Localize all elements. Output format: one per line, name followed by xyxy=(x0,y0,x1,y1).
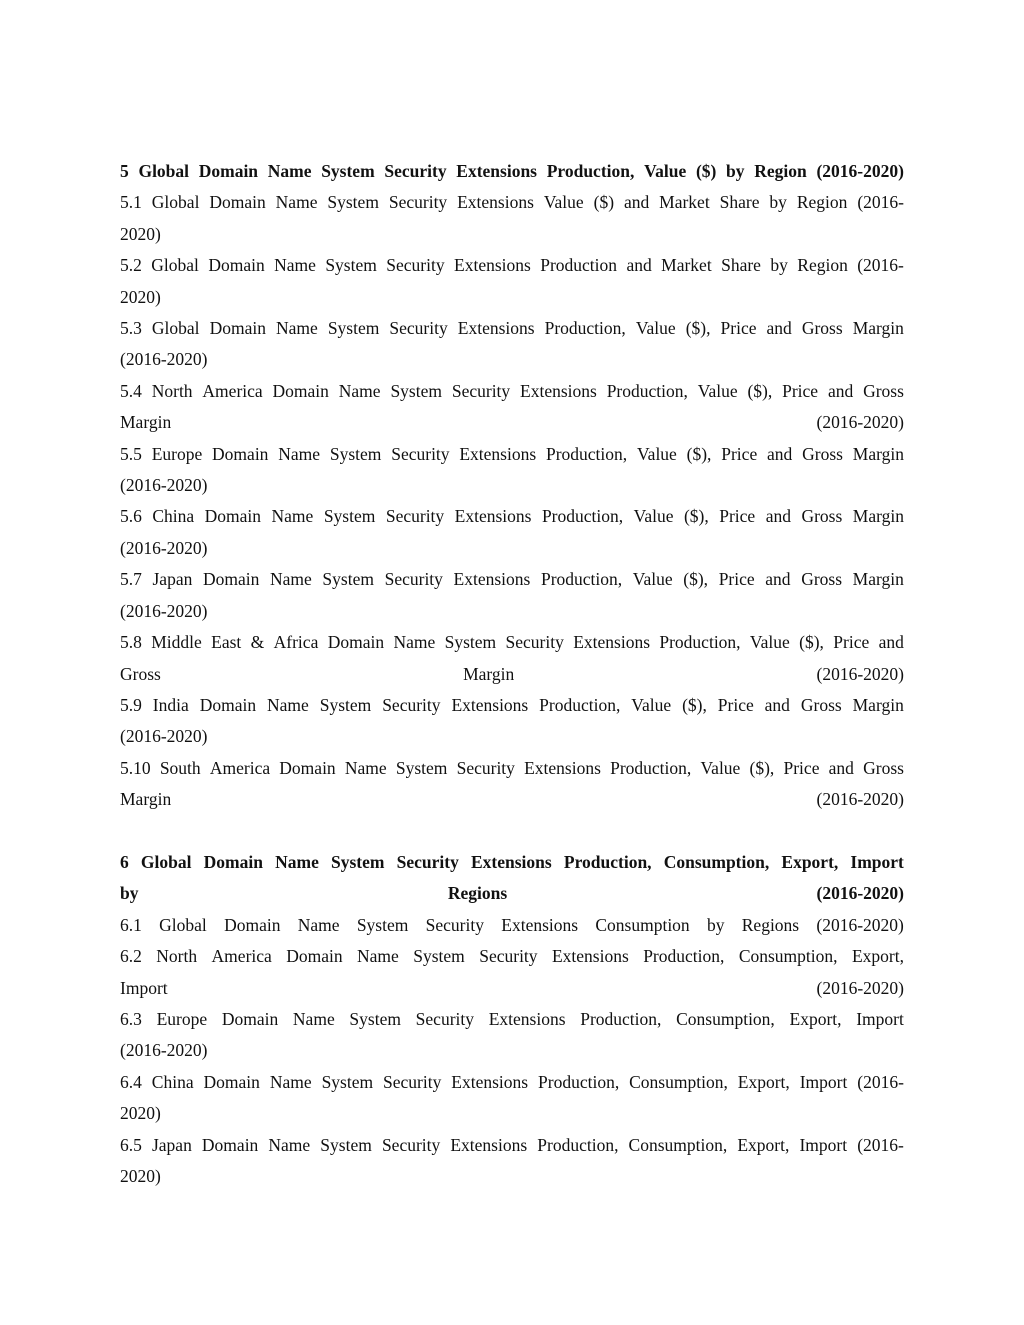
text-fragment: Regions xyxy=(741,914,800,935)
text-line xyxy=(120,407,904,438)
toc-entry xyxy=(120,690,904,753)
text-fragment: by xyxy=(706,914,725,935)
text-line xyxy=(120,753,904,784)
text-word: ($) xyxy=(695,161,717,181)
text-word: System xyxy=(327,318,380,339)
text-word: System xyxy=(327,192,379,213)
text-word: Production xyxy=(540,255,618,276)
toc-entry xyxy=(120,1067,904,1130)
text-word: Name xyxy=(267,161,312,181)
text-word: South xyxy=(159,757,201,778)
text-word: Extensions xyxy=(454,506,532,527)
text-fragment: 6.2 xyxy=(120,946,142,967)
text-word: 6 xyxy=(120,851,129,872)
text-word: Security xyxy=(381,1134,441,1155)
text-word: 5.1 xyxy=(120,192,142,213)
text-fragment: Production, xyxy=(580,1008,662,1029)
section-heading xyxy=(120,156,904,187)
text-word: Extensions xyxy=(457,318,535,339)
text-fragment: Security xyxy=(479,946,538,967)
text-word: Security xyxy=(385,506,445,527)
text-word: 5.7 xyxy=(120,569,142,590)
text-line xyxy=(120,1161,904,1192)
text-fragment: (2016-2020) xyxy=(816,663,904,684)
text-word: Production, xyxy=(659,632,741,653)
text-fragment: 2020) xyxy=(120,1165,161,1186)
text-word: Name xyxy=(269,1071,312,1092)
toc-entry xyxy=(120,439,904,502)
text-line xyxy=(120,501,904,532)
text-word: Production, xyxy=(541,506,624,527)
section-heading xyxy=(120,847,904,910)
text-word: Domain xyxy=(209,318,266,339)
text-word: System xyxy=(321,161,375,181)
text-word: Name xyxy=(274,255,316,276)
text-word: Security xyxy=(396,851,459,872)
text-word: 5.2 xyxy=(120,255,142,276)
text-word: Gross xyxy=(863,757,904,778)
text-word: (2016- xyxy=(857,1134,904,1155)
text-word: Export, xyxy=(737,1071,790,1092)
text-word: Extensions xyxy=(454,255,531,276)
text-fragment: (2016-2020) xyxy=(120,537,208,558)
text-word: Name xyxy=(275,192,318,213)
text-word: Domain xyxy=(272,380,329,401)
text-word: Export, xyxy=(737,1134,790,1155)
text-word: Production, xyxy=(537,1134,619,1155)
toc-entry xyxy=(120,1004,904,1067)
text-fragment: Europe xyxy=(156,1008,208,1029)
text-word: Domain xyxy=(199,694,257,715)
text-word: Region xyxy=(797,255,848,276)
text-word: Extensions xyxy=(520,380,597,401)
text-fragment: Security xyxy=(425,914,484,935)
text-word: Value xyxy=(697,380,738,401)
text-fragment: Domain xyxy=(224,914,281,935)
text-word: Margin xyxy=(852,569,904,590)
text-word: System xyxy=(444,632,497,653)
text-word: by xyxy=(769,192,787,213)
text-line xyxy=(120,344,904,375)
text-fragment: Consumption, xyxy=(676,1008,775,1029)
text-fragment: (2016-2020) xyxy=(120,600,208,621)
text-word: by xyxy=(726,161,745,181)
text-word: Security xyxy=(456,757,515,778)
text-word: and xyxy=(765,506,791,527)
text-word: & xyxy=(250,632,265,653)
text-fragment: (2016-2020) xyxy=(120,349,208,370)
text-word: Domain xyxy=(209,192,266,213)
text-word: ($), xyxy=(682,694,707,715)
text-word: Name xyxy=(338,380,381,401)
text-word: System xyxy=(331,851,385,872)
text-word: ($), xyxy=(747,380,773,401)
text-word: Extensions xyxy=(573,632,651,653)
text-fragment: 2020) xyxy=(120,1103,161,1124)
text-word: (2016- xyxy=(857,192,904,213)
toc-entry xyxy=(120,753,904,816)
text-line xyxy=(120,973,904,1004)
text-word: Price xyxy=(783,757,820,778)
text-word: System xyxy=(325,255,377,276)
text-word: ($), xyxy=(799,632,824,653)
text-line xyxy=(120,690,904,721)
toc-entry xyxy=(120,910,904,941)
text-word: System xyxy=(395,757,448,778)
text-word: Margin xyxy=(852,506,904,527)
text-line xyxy=(120,470,904,501)
text-word: ($) xyxy=(593,192,615,213)
text-word: Value xyxy=(633,506,674,527)
text-word: Security xyxy=(382,694,441,715)
text-word: Production, xyxy=(610,757,692,778)
text-fragment: Gross xyxy=(120,663,161,684)
text-word: Domain xyxy=(327,632,385,653)
text-word: 5 xyxy=(120,161,129,181)
text-fragment: America xyxy=(211,946,272,967)
text-word: and xyxy=(765,569,791,590)
text-word: Price xyxy=(833,632,870,653)
text-fragment: Extensions xyxy=(501,914,579,935)
text-fragment: (2016-2020) xyxy=(816,789,904,810)
text-word: America xyxy=(209,757,271,778)
text-line xyxy=(120,376,904,407)
text-fragment: Name xyxy=(357,946,399,967)
text-word: ($), xyxy=(685,318,711,339)
text-line xyxy=(120,659,904,690)
text-word: by xyxy=(770,255,788,276)
toc-entry xyxy=(120,250,904,313)
text-word: Security xyxy=(384,569,443,590)
text-word: 5.6 xyxy=(120,506,142,527)
text-word: Production, xyxy=(544,318,626,339)
text-word: Gross xyxy=(801,318,843,339)
text-word: Extensions xyxy=(453,569,531,590)
text-word: Value xyxy=(644,161,687,181)
text-word: Consumption, xyxy=(663,851,770,872)
text-word: 5.3 xyxy=(120,318,142,339)
text-word: Domain xyxy=(203,1071,260,1092)
text-word: Production, xyxy=(539,694,621,715)
text-fragment: (2016-2020) xyxy=(120,726,208,747)
text-word: North xyxy=(151,380,193,401)
text-word: Share xyxy=(721,255,761,276)
text-word: Price xyxy=(719,506,756,527)
text-word: Export, xyxy=(781,851,839,872)
text-line xyxy=(120,1098,904,1129)
text-word: (2016-2020) xyxy=(816,161,904,181)
text-line xyxy=(120,847,904,878)
text-word: Name xyxy=(268,1134,311,1155)
text-word: Extensions xyxy=(456,161,537,181)
text-fragment: Global xyxy=(159,914,207,935)
text-word: Value xyxy=(636,443,677,464)
text-fragment: (2016-2020) xyxy=(816,883,904,904)
text-fragment: Domain xyxy=(221,1008,279,1029)
toc-entry xyxy=(120,564,904,627)
text-word: Consumption, xyxy=(629,1071,728,1092)
text-word: Import xyxy=(850,851,904,872)
text-word: Japan xyxy=(151,1134,192,1155)
text-word: Security xyxy=(389,318,448,339)
text-word: Price xyxy=(782,380,819,401)
text-word: Production, xyxy=(540,569,623,590)
text-line xyxy=(120,1004,904,1035)
text-word: Extensions xyxy=(471,851,552,872)
text-fragment: Name xyxy=(292,1008,335,1029)
text-word: Production, xyxy=(538,1071,620,1092)
text-line xyxy=(120,627,904,658)
text-word: 5.5 xyxy=(120,443,142,464)
text-word: Japan xyxy=(152,569,193,590)
text-word: Domain xyxy=(203,851,263,872)
text-line xyxy=(120,596,904,627)
text-word: Price xyxy=(718,569,755,590)
text-word: System xyxy=(390,380,442,401)
text-word: Global xyxy=(151,318,200,339)
text-word: America xyxy=(202,380,263,401)
toc-entry xyxy=(120,187,904,250)
text-word: Domain xyxy=(279,757,336,778)
text-fragment: 6.3 xyxy=(120,1008,142,1029)
text-word: Value xyxy=(632,569,673,590)
text-word: Domain xyxy=(208,255,265,276)
text-word: Extensions xyxy=(451,1071,529,1092)
text-word: System xyxy=(329,443,382,464)
text-line xyxy=(120,1130,904,1161)
text-word: Extensions xyxy=(459,443,537,464)
text-word: Global xyxy=(151,255,199,276)
text-word: Share xyxy=(719,192,760,213)
text-word: Price xyxy=(721,443,758,464)
text-word: Consumption, xyxy=(628,1134,728,1155)
text-word: Security xyxy=(383,1071,442,1092)
text-word: 5.8 xyxy=(120,632,142,653)
text-word: Market xyxy=(659,192,710,213)
text-word: Security xyxy=(391,443,450,464)
text-word: China xyxy=(152,506,195,527)
text-word: Gross xyxy=(801,506,843,527)
text-line xyxy=(120,187,904,218)
text-fragment: Export, xyxy=(789,1008,842,1029)
text-word: Domain xyxy=(212,443,269,464)
text-word: Name xyxy=(270,569,312,590)
text-word: Middle xyxy=(151,632,202,653)
text-word: Extensions xyxy=(451,694,529,715)
text-word: Value xyxy=(635,318,676,339)
text-fragment: Consumption xyxy=(595,914,690,935)
text-word: System xyxy=(322,569,374,590)
text-fragment: Security xyxy=(415,1008,474,1029)
text-word: East xyxy=(211,632,242,653)
text-word: and xyxy=(766,318,792,339)
text-word: Extensions xyxy=(524,757,601,778)
text-word: 6.5 xyxy=(120,1134,142,1155)
text-word: Production, xyxy=(606,380,688,401)
text-fragment: (2016-2020) xyxy=(816,412,904,433)
text-word: ($), xyxy=(683,569,709,590)
text-word: Name xyxy=(393,632,436,653)
text-word: Name xyxy=(344,757,387,778)
text-fragment: 6.1 xyxy=(120,914,142,935)
text-word: Domain xyxy=(204,506,262,527)
text-fragment: Consumption, xyxy=(738,946,838,967)
text-word: 5.9 xyxy=(120,694,142,715)
text-word: and xyxy=(878,632,904,653)
text-fragment: Extensions xyxy=(551,946,629,967)
text-word: Production, xyxy=(563,851,652,872)
text-word: Margin xyxy=(852,443,904,464)
toc-entry xyxy=(120,313,904,376)
text-word: 5.10 xyxy=(120,757,151,778)
text-word: Region xyxy=(796,192,848,213)
text-line xyxy=(120,313,904,344)
text-word: Africa xyxy=(273,632,319,653)
text-fragment: System xyxy=(413,946,465,967)
text-word: Domain xyxy=(201,1134,259,1155)
text-line xyxy=(120,439,904,470)
text-word: Global xyxy=(138,161,190,181)
text-word: and xyxy=(828,757,854,778)
text-line xyxy=(120,1035,904,1066)
text-fragment: by xyxy=(120,883,139,904)
text-word: System xyxy=(319,694,372,715)
text-fragment: Margin xyxy=(120,412,172,433)
text-word: Global xyxy=(151,192,200,213)
text-word: (2016- xyxy=(857,255,904,276)
text-word: Import xyxy=(799,1134,848,1155)
text-word: ($), xyxy=(686,443,712,464)
toc-entry xyxy=(120,1130,904,1193)
text-fragment: System xyxy=(349,1008,401,1029)
text-word: Extensions xyxy=(457,192,534,213)
text-word: Gross xyxy=(802,443,843,464)
text-line xyxy=(120,721,904,752)
toc-entry xyxy=(120,627,904,690)
text-fragment: Export, xyxy=(851,946,904,967)
text-word: Security xyxy=(384,161,447,181)
text-word: and xyxy=(626,255,652,276)
text-word: Value xyxy=(749,632,790,653)
text-word: Security xyxy=(388,192,448,213)
text-fragment: (2016-2020) xyxy=(120,475,208,496)
text-word: System xyxy=(320,1134,372,1155)
text-word: 5.4 xyxy=(120,380,142,401)
text-line xyxy=(120,910,904,941)
text-word: Gross xyxy=(801,569,843,590)
text-fragment: Import xyxy=(120,977,168,998)
text-word: India xyxy=(152,694,189,715)
text-word: Value xyxy=(543,192,584,213)
text-word: Name xyxy=(267,694,309,715)
text-line xyxy=(120,784,904,815)
text-word: Market xyxy=(661,255,712,276)
text-word: Value xyxy=(700,757,741,778)
text-word: Security xyxy=(386,255,445,276)
text-word: and xyxy=(767,443,793,464)
text-word: and xyxy=(623,192,650,213)
text-fragment: North xyxy=(156,946,198,967)
text-word: and xyxy=(764,694,790,715)
text-word: Gross xyxy=(863,380,904,401)
text-word: Price xyxy=(720,318,757,339)
section-spacer xyxy=(120,816,904,847)
text-word: System xyxy=(321,1071,374,1092)
text-word: Region xyxy=(754,161,807,181)
text-fragment: Name xyxy=(297,914,340,935)
text-line xyxy=(120,564,904,595)
text-word: (2016- xyxy=(857,1071,904,1092)
text-fragment: (2016-2020) xyxy=(120,1040,208,1061)
text-fragment: Margin xyxy=(463,663,515,684)
text-fragment: Domain xyxy=(286,946,343,967)
text-word: Gross xyxy=(800,694,842,715)
text-word: Import xyxy=(799,1071,848,1092)
text-fragment: Production, xyxy=(643,946,725,967)
toc-page xyxy=(120,156,904,1192)
toc-entry xyxy=(120,376,904,439)
text-fragment: System xyxy=(356,914,409,935)
text-word: Domain xyxy=(202,569,260,590)
text-word: Name xyxy=(271,506,314,527)
text-word: Europe xyxy=(151,443,203,464)
text-word: Domain xyxy=(198,161,259,181)
toc-entry xyxy=(120,941,904,1004)
text-fragment: 2020) xyxy=(120,223,161,244)
text-fragment: Extensions xyxy=(488,1008,566,1029)
text-word: Margin xyxy=(852,694,904,715)
text-word: and xyxy=(827,380,854,401)
text-word: Name xyxy=(278,443,321,464)
text-line xyxy=(120,219,904,250)
text-word: Security xyxy=(451,380,511,401)
text-word: Name xyxy=(276,318,318,339)
text-line xyxy=(120,533,904,564)
text-fragment: Margin xyxy=(120,789,172,810)
text-word: Production, xyxy=(546,161,635,181)
text-word: 6.4 xyxy=(120,1071,142,1092)
text-word: Extensions xyxy=(450,1134,528,1155)
text-word: China xyxy=(151,1071,194,1092)
text-fragment: 2020) xyxy=(120,286,161,307)
text-line xyxy=(120,156,904,187)
text-word: Price xyxy=(717,694,754,715)
text-line xyxy=(120,1067,904,1098)
text-word: Global xyxy=(140,851,192,872)
text-fragment: Regions xyxy=(447,883,508,904)
text-line xyxy=(120,282,904,313)
text-word: Margin xyxy=(852,318,904,339)
text-word: ($), xyxy=(683,506,709,527)
text-word: Name xyxy=(275,851,319,872)
text-fragment: (2016-2020) xyxy=(816,977,904,998)
text-fragment: (2016-2020) xyxy=(816,914,904,935)
text-fragment: Import xyxy=(856,1008,904,1029)
text-line xyxy=(120,878,904,909)
text-word: ($), xyxy=(749,757,775,778)
toc-entry xyxy=(120,501,904,564)
text-word: Production, xyxy=(545,443,628,464)
text-word: Security xyxy=(505,632,564,653)
text-word: System xyxy=(323,506,376,527)
text-line xyxy=(120,941,904,972)
text-line xyxy=(120,250,904,281)
text-word: Value xyxy=(631,694,672,715)
